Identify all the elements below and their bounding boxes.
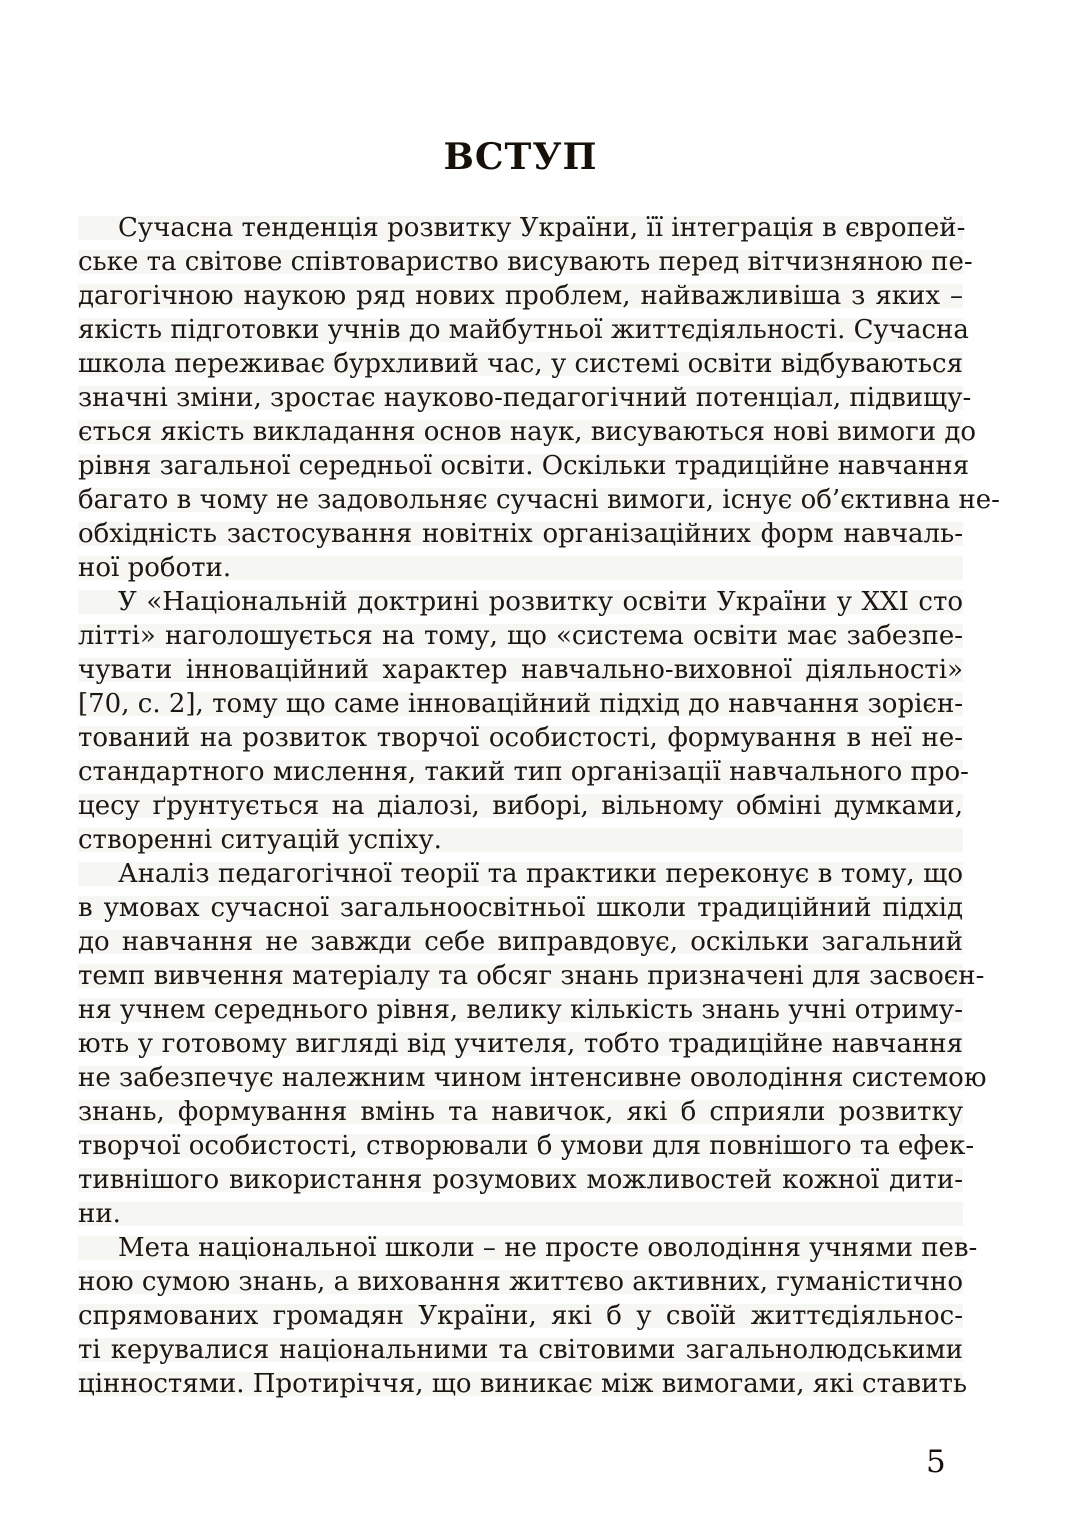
page-number: 5 [926,1444,946,1480]
text-line: знань, формування вмінь та навичок, які б сприяли розвитку [78,1097,963,1127]
page-title: ВСТУП [443,136,598,178]
text-line: ною сумою знань, а виховання життєво активних, гуманістично [78,1267,963,1297]
text-line: ті керувалися національними та світовими загальнолюдськими [78,1335,963,1365]
text-line: темп вивчення матеріалу та обсяг знань призначені для засвоєн- [78,961,985,991]
text-line: ється якість викладання основ наук, висуваються нові вимоги до [78,417,977,447]
body-text [78,211,1000,1401]
text-line: Аналіз педагогічної теорії та практики переконує в тому, що [78,857,963,891]
text-line: ське та світове співтовариство висувають перед вітчизняною пе- [78,247,973,277]
text-line: У «Національній доктрині розвитку освіти України у XXI сто [78,585,963,619]
text-line: якість підготовки учнів до майбутньої життєдіяльності. Сучасна [78,315,969,345]
text-line: не забезпечує належним чином інтенсивне оволодіння системою [78,1063,987,1093]
paragraph [78,857,987,1231]
text-line: створенні ситуацій успіху. [78,823,963,857]
paragraph [78,1231,978,1401]
text-line: ють у готовому вигляді від учителя, тобто традиційне навчання [78,1029,963,1059]
text-line: школа переживає бурхливий час, у системі освіти відбуваються [78,349,963,379]
text-line: цінностями. Протиріччя, що виникає між вимогами, які ставить [78,1369,967,1399]
text-line: ни. [78,1197,963,1231]
text-line: творчої особистості, створювали б умови для повнішого та ефек- [78,1131,975,1161]
paragraph [78,585,969,857]
paragraph [78,211,1000,585]
text-line: обхідність застосування новітніх організаційних форм навчаль- [78,519,963,549]
text-line: багато в чому не задовольняє сучасні вимоги, існує об’єктивна не- [78,485,1000,515]
text-line: дагогічною наукою ряд нових проблем, найважливіша з яких – [78,281,963,311]
text-line: в умовах сучасної загальноосвітньої школи традиційний підхід [78,893,963,923]
text-line: Сучасна тенденція розвитку України, її інтеграція в європей- [78,211,963,245]
text-line: тований на розвиток творчої особистості, формування в неї не- [78,723,963,753]
text-line: значні зміни, зростає науково-педагогічний потенціал, підвищу- [78,383,972,413]
text-line: рівня загальної середньої освіти. Оскільки традиційне навчання [78,451,970,481]
text-line: цесу ґрунтується на діалозі, виборі, вільному обміні думками, [78,791,963,821]
text-line: Мета національної школи – не просте оволодіння учнями пев- [78,1231,963,1265]
text-line: ня учнем середнього рівня, велику кількість знань учні отриму- [78,995,963,1025]
text-line: стандартного мислення, такий тип організації навчального про- [78,757,969,787]
text-line: спрямованих громадян України, які б у своїй життєдіяльнос- [78,1301,963,1331]
text-line: до навчання не завжди себе виправдовує, оскільки загальний [78,927,963,957]
text-line: ної роботи. [78,551,963,585]
text-line: літті» наголошується на тому, що «система освіти має забезпе- [78,621,963,651]
text-line: тивнішого використання розумових можливостей кожної дити- [78,1165,963,1195]
text-line: [70, с. 2], тому що саме інноваційний підхід до навчання зорієн- [78,689,964,719]
text-line: чувати інноваційний характер навчально-виховної діяльності» [78,655,963,685]
